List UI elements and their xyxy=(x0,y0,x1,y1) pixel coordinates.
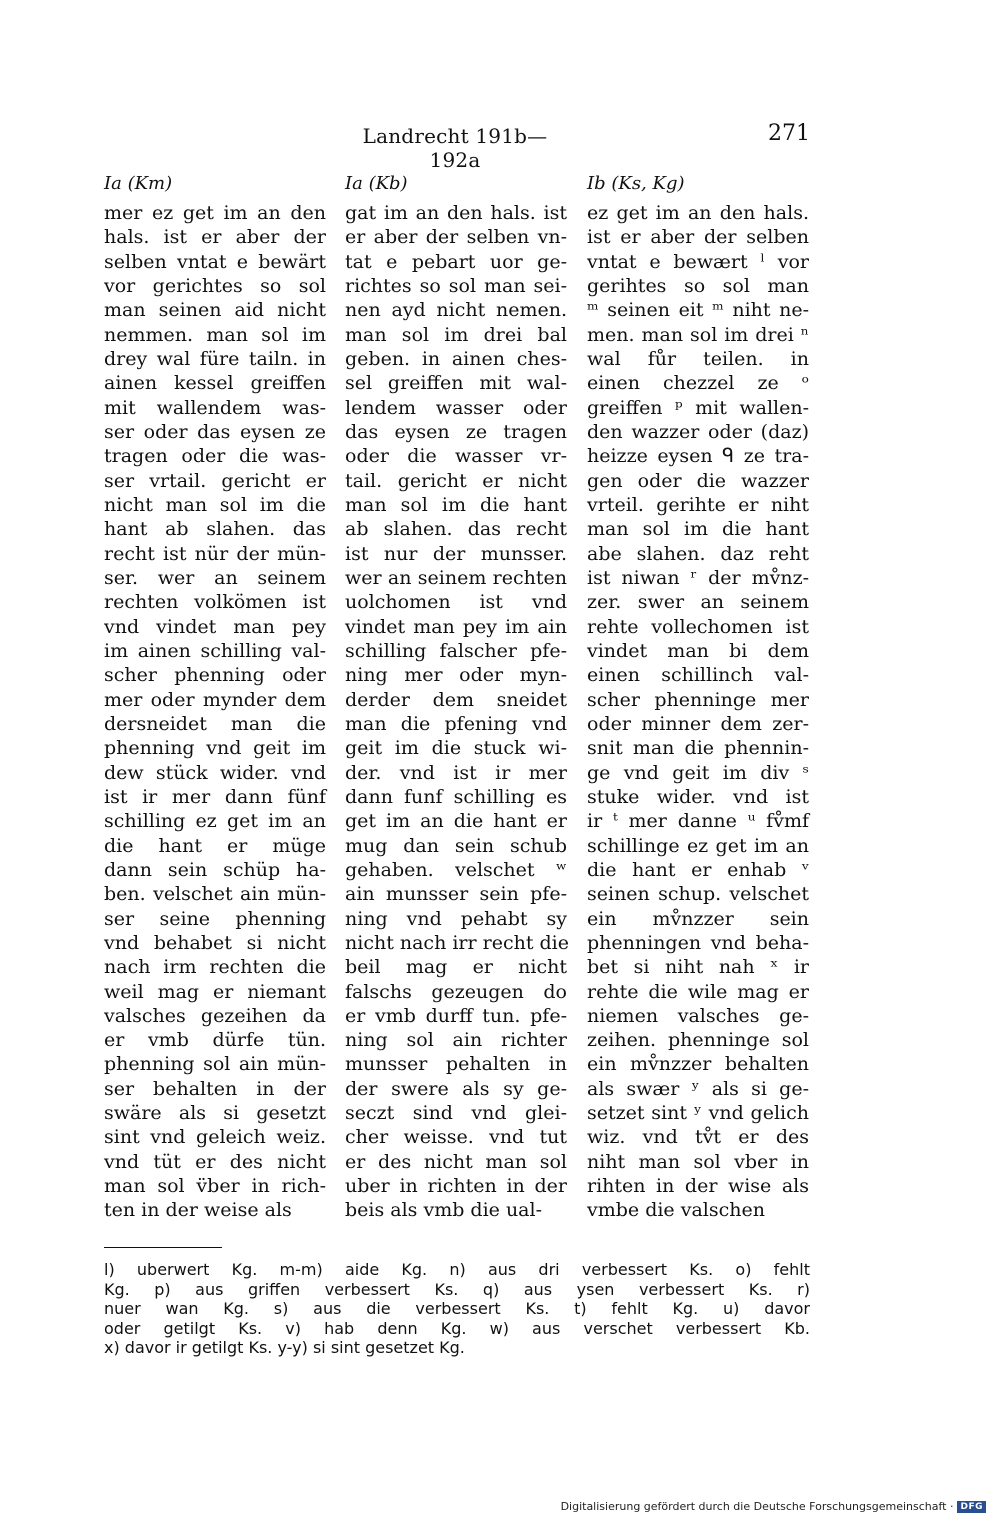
text-line: vrteil. gerihte er niht xyxy=(587,493,809,516)
text-line: ser behalten in der xyxy=(104,1077,326,1100)
text-line: wal fůr teilen. in xyxy=(587,347,809,370)
text-line: lendem wasser oder xyxy=(345,396,567,419)
page-number: 271 xyxy=(768,121,810,146)
text-line: beis als vmb die ual- xyxy=(345,1199,543,1222)
text-line: munsser pehalten in xyxy=(345,1053,567,1076)
text-line: richtes so sol man sei- xyxy=(345,274,567,297)
text-column-2 xyxy=(345,201,567,1223)
text-line: gehaben. velschet ʷ xyxy=(345,858,567,881)
text-line: mug dan sein schub xyxy=(345,834,567,857)
text-line: ein mv̊nzzer behalten xyxy=(587,1053,809,1076)
text-line: ᵐ seinen eit ᵐ niht ne- xyxy=(587,299,809,322)
text-line: dann sein schüp ha- xyxy=(104,858,326,881)
text-line: seinen schup. velschet xyxy=(587,883,809,906)
text-line: er aber der selben vn- xyxy=(345,226,567,249)
text-line: weil mag er niemant xyxy=(104,980,326,1003)
text-line: vor gerichtes so sol xyxy=(104,274,326,297)
text-line: gen oder die wazzer xyxy=(587,469,809,492)
text-line: ning sol ain richter xyxy=(345,1029,567,1052)
text-line: der. vnd ist ir mer xyxy=(345,761,567,784)
text-line: rehte die wile mag er xyxy=(587,980,809,1003)
text-line: zer. swer an seinem xyxy=(587,591,809,614)
text-line: im ainen schilling val- xyxy=(104,639,326,662)
text-line: man sol im drei bal xyxy=(345,323,567,346)
text-line: der swere als sy ge- xyxy=(345,1077,567,1100)
text-line: man sol im die hant xyxy=(345,493,567,516)
text-line: vindet man bi dem xyxy=(587,639,809,662)
footnote-line: x) davor ir getilgt Ks. y-y) si sint gesetzet Kg. xyxy=(104,1338,465,1357)
text-line: setzet sint ʸ vnd gelich xyxy=(587,1102,809,1125)
text-line: dann funf schilling es xyxy=(345,785,567,808)
footnote-line: Kg. p) aus griffen verbessert Ks. q) aus ysen verbessert Ks. r) xyxy=(104,1279,810,1299)
text-line: ning vnd pehabt sy xyxy=(345,907,567,930)
running-title: Landrecht 191b—192a xyxy=(362,124,548,172)
text-line: er vmb dürfe tün. xyxy=(104,1029,326,1052)
footnotes xyxy=(104,1260,810,1358)
text-line: uolchomen ist vnd xyxy=(345,591,567,614)
footnote-line: l) uberwert Kg. m-m) aide Kg. n) aus dri verbessert Ks. o) fehlt xyxy=(104,1260,810,1279)
text-line: derder dem sneidet xyxy=(345,688,567,711)
text-line: phenningen vnd beha- xyxy=(587,931,809,954)
text-line: nen ayd nicht nemen. xyxy=(345,299,567,322)
text-line: ist er aber der selben xyxy=(587,226,809,249)
column-heading-3: Ib (Ks, Kg) xyxy=(587,173,685,194)
text-line: sel greiffen mit wal- xyxy=(345,372,567,395)
footnote-line: nuer wan Kg. s) aus die verbessert Ks. t) fehlt Kg. u) davor xyxy=(104,1299,810,1318)
text-line: niht man sol vber in xyxy=(587,1150,809,1173)
column-heading-2: Ia (Kb) xyxy=(345,173,408,194)
text-line: ist ir mer dann fünf xyxy=(104,785,326,808)
text-line: phenning vnd geit im xyxy=(104,737,326,760)
text-line: scher phenninge mer xyxy=(587,688,809,711)
text-line: einen chezzel ze ᵒ xyxy=(587,372,809,395)
text-line: die hant er müge xyxy=(104,834,326,857)
text-line: seczt sind vnd glei- xyxy=(345,1102,567,1125)
text-line: man die pfening vnd xyxy=(345,712,567,735)
text-line: drey wal füre tailn. in xyxy=(104,347,326,370)
text-line: rechten volkömen ist xyxy=(104,591,326,614)
text-line: gat im an den hals. ist xyxy=(345,202,567,224)
footnote-line: oder getilgt Ks. v) hab denn Kg. w) aus verschet verbessert Kb. xyxy=(104,1318,810,1338)
text-line: scher phenning oder xyxy=(104,664,326,687)
text-line: schilling falscher pfe- xyxy=(345,639,567,662)
text-line: tragen oder die was- xyxy=(104,445,326,468)
text-line: man sol im die hant xyxy=(587,518,809,541)
text-line: men. man sol im drei ⁿ xyxy=(587,323,809,346)
text-line: ben. velschet ain mün- xyxy=(104,883,326,906)
text-line: phenning sol ain mün- xyxy=(104,1053,326,1076)
dfg-logo: DFG xyxy=(957,1501,986,1513)
text-line: cher weisse. vnd tut xyxy=(345,1126,567,1149)
text-line: oder die wasser vr- xyxy=(345,445,567,468)
text-line: nach irm rechten die xyxy=(104,956,326,979)
text-line: man sol v̈ber in rich- xyxy=(104,1175,326,1198)
text-line: zeihen. phenninge sol xyxy=(587,1029,809,1052)
text-line: vntat e bewært ˡ vor xyxy=(587,250,809,273)
text-line: snit man die phennin- xyxy=(587,737,809,760)
dfg-credit xyxy=(561,1500,986,1513)
text-line: tat e pebart uor ge- xyxy=(345,250,567,273)
text-line: falschs gezeugen do xyxy=(345,980,567,1003)
text-line: ser. wer an seinem xyxy=(104,566,326,589)
text-line: ist nur der munsser. xyxy=(345,542,567,565)
text-line: nemmen. man sol im xyxy=(104,323,326,346)
text-line: ten in der weise als xyxy=(104,1199,292,1222)
text-line: geit im die stuck wi- xyxy=(345,737,567,760)
text-line: ab slahen. das recht xyxy=(345,518,567,541)
text-line: vnd vindet man pey xyxy=(104,615,326,638)
text-line: valsches gezeihen da xyxy=(104,1004,326,1027)
text-line: sint vnd geleich weiz. xyxy=(104,1126,326,1149)
text-line: als swær ʸ als si ge- xyxy=(587,1077,809,1100)
text-line: ir ᵗ mer danne ᵘ fv̊mf xyxy=(587,810,809,833)
text-line: nicht nach irr recht die xyxy=(345,931,569,954)
text-line: man seinen aid nicht xyxy=(104,299,326,322)
text-line: ist niwan ʳ der mv̊nz- xyxy=(587,566,809,589)
text-line: wiz. vnd tv̊t er des xyxy=(587,1126,809,1149)
text-line: ge vnd geit im div ˢ xyxy=(587,761,809,784)
text-line: dersneidet man die xyxy=(104,712,326,735)
footnote-rule xyxy=(104,1247,222,1248)
text-line: nicht man sol im die xyxy=(104,493,326,516)
text-line: vnd behabet si nicht xyxy=(104,931,326,954)
text-line: hant ab slahen. das xyxy=(104,518,326,541)
text-line: vmbe die valschen xyxy=(587,1199,765,1222)
text-line: gerihtes so sol man xyxy=(587,274,809,297)
text-column-3 xyxy=(587,201,809,1223)
text-line: swäre als si gesetzt xyxy=(104,1102,326,1125)
text-line: ainen kessel greiffen xyxy=(104,372,326,395)
text-line: geben. in ainen ches- xyxy=(345,347,567,370)
text-line: rihten in der wise als xyxy=(587,1175,809,1198)
text-line: ser seine phenning xyxy=(104,907,326,930)
text-line: einen schillinch val- xyxy=(587,664,809,687)
text-line: rehte vollechomen ist xyxy=(587,615,809,638)
text-line: uber in richten in der xyxy=(345,1175,567,1198)
text-line: ez get im an den hals. xyxy=(587,202,809,224)
text-line: mit wallendem was- xyxy=(104,396,326,419)
text-line: abe slahen. daz reht xyxy=(587,542,809,565)
text-line: die hant er enhab ᵛ xyxy=(587,858,809,881)
text-line: tail. gericht er nicht xyxy=(345,469,567,492)
text-line: greiffen ᵖ mit wallen- xyxy=(587,396,809,419)
text-column-1 xyxy=(104,201,326,1223)
credit-text: Digitalisierung gefördert durch die Deutsche Forschungsgemeinschaft · xyxy=(560,1500,954,1513)
text-line: bet si niht nah ˣ ir xyxy=(587,956,809,979)
text-line: ser vrtail. gericht er xyxy=(104,469,326,492)
text-line: stuke wider. vnd ist xyxy=(587,785,809,808)
text-line: mer ez get im an den xyxy=(104,202,326,224)
text-line: ein mv̊nzzer sein xyxy=(587,907,809,930)
text-line: ain munsser sein pfe- xyxy=(345,883,567,906)
text-line: heizze eysen ᑫ ze tra- xyxy=(587,445,809,468)
text-line: schilling ez get im an xyxy=(104,810,326,833)
text-line: wer an seinem rechten xyxy=(345,566,567,589)
text-line: niemen valsches ge- xyxy=(587,1004,809,1027)
text-line: vindet man pey im ain xyxy=(345,615,567,638)
text-line: oder minner dem zer- xyxy=(587,712,809,735)
text-line: beil mag er nicht xyxy=(345,956,567,979)
text-line: recht ist nür der mün- xyxy=(104,542,326,565)
text-line: das eysen ze tragen xyxy=(345,420,567,443)
text-line: hals. ist er aber der xyxy=(104,226,326,249)
text-line: vnd tüt er des nicht xyxy=(104,1150,326,1173)
text-line: mer oder mynder dem xyxy=(104,688,326,711)
text-line: schillinge ez get im an xyxy=(587,834,809,857)
text-line: den wazzer oder (daz) xyxy=(587,420,809,443)
column-heading-1: Ia (Km) xyxy=(104,173,173,194)
text-line: dew stück wider. vnd xyxy=(104,761,326,784)
text-line: er vmb durff tun. pfe- xyxy=(345,1004,567,1027)
text-line: ser oder das eysen ze xyxy=(104,420,326,443)
text-line: er des nicht man sol xyxy=(345,1150,567,1173)
text-line: get im an die hant er xyxy=(345,810,567,833)
text-line: selben vntat e bewärt xyxy=(104,250,326,273)
text-line: ning mer oder myn- xyxy=(345,664,567,687)
